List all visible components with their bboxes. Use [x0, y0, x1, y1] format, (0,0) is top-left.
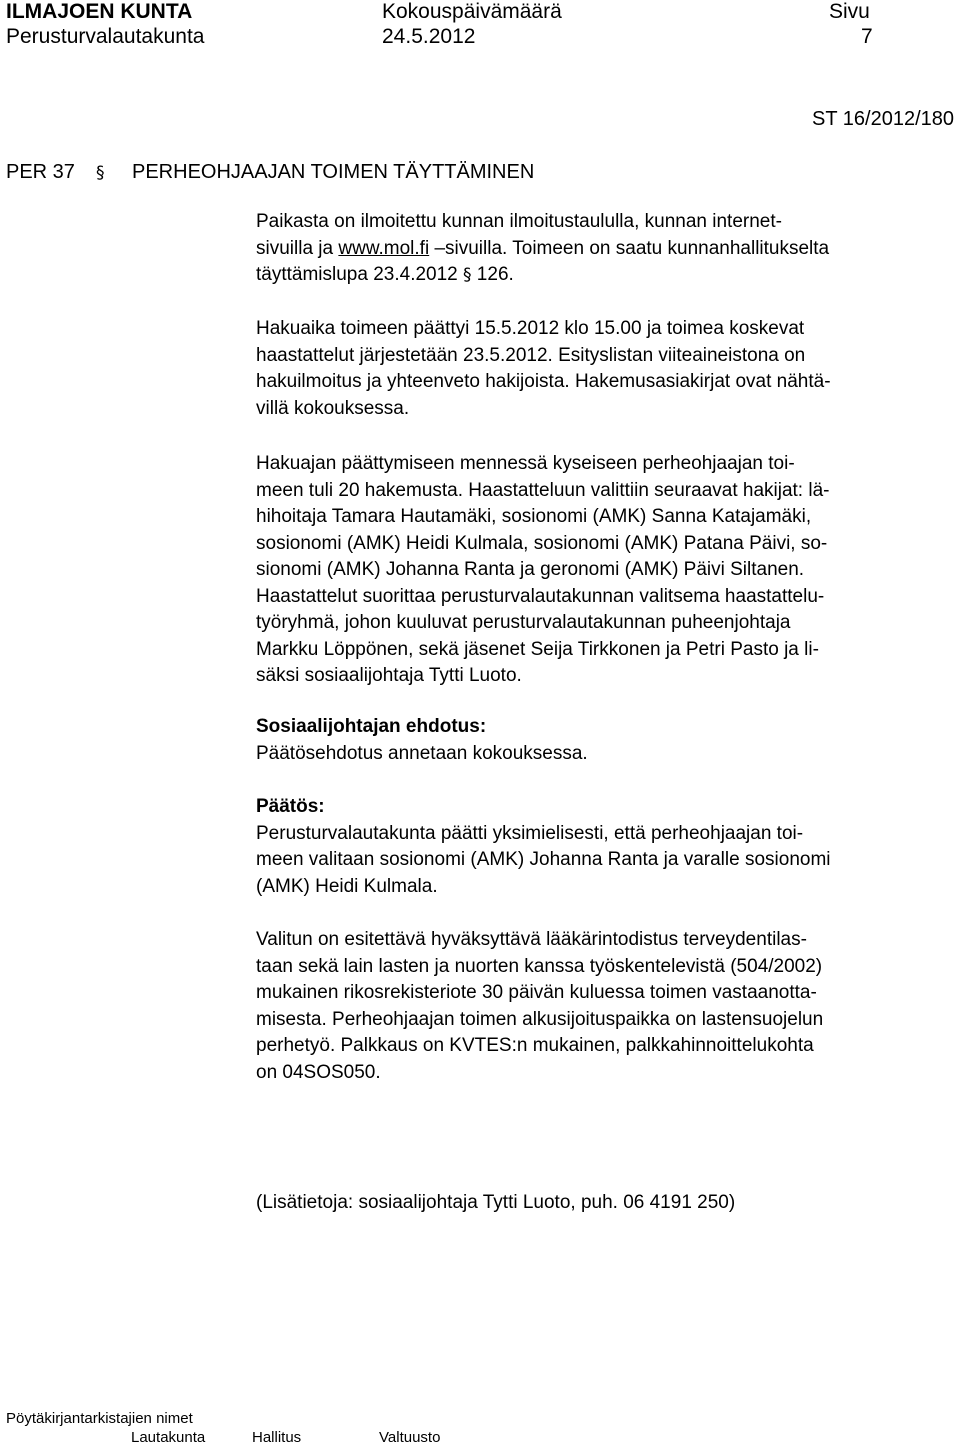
decision-heading: Päätös:	[256, 796, 325, 817]
text-line: meen tuli 20 hakemusta. Haastatteluun valittiin seuraavat hakijat: lä-	[256, 479, 830, 501]
text-line: Paikasta on ilmoitettu kunnan ilmoitustaululla, kunnan internet-	[256, 211, 782, 232]
section-sign-icon: §	[463, 265, 472, 285]
section-number: PER 37	[6, 161, 75, 183]
document-reference: ST 16/2012/180	[812, 108, 954, 130]
text-line: (AMK) Heidi Kulmala.	[256, 875, 438, 897]
section-symbol	[96, 160, 105, 185]
proposal-block	[256, 714, 588, 767]
text-line: säksi sosiaalijohtaja Tytti Luoto.	[256, 665, 522, 686]
text-line: taan sekä lain lasten ja nuorten kanssa työskentelevistä (504/2002)	[256, 955, 823, 977]
proposal-text: Päätösehdotus annetaan kokouksessa.	[256, 742, 588, 764]
date-label: Kokouspäivämäärä	[382, 0, 562, 23]
text-line: (Lisätietoja: sosiaalijohtaja Tytti Luoto, puh. 06 4191 250)	[256, 1192, 736, 1213]
footer-hallitus: Hallitus	[252, 1429, 302, 1446]
paragraph-announcement	[256, 209, 829, 289]
text-line: työryhmä, johon kuuluvat perusturvalautakunnan puheenjohtaja	[256, 612, 791, 633]
board-name: Perusturvalautakunta	[6, 25, 205, 48]
page-number: 7	[861, 25, 873, 48]
footer-title: Pöytäkirjantarkistajien nimet	[6, 1410, 193, 1427]
text-line: perhetyö. Palkkaus on KVTES:n mukainen, palkkahinnoittelukohta	[256, 1035, 814, 1056]
text-line: Haastattelut suorittaa perusturvalautakunnan valitsema haastattelu-	[256, 585, 825, 607]
text-line: meen valitaan sosionomi (AMK) Johanna Ranta ja varalle sosionomi	[256, 849, 831, 870]
text-line: Valitun on esitettävä hyväksyttävä lääkärintodistus terveydentilas-	[256, 929, 807, 950]
contact-info	[256, 1190, 735, 1217]
text-line: Hakuajan päättymiseen mennessä kyseiseen perheohjaajan toi-	[256, 453, 795, 474]
section-title: PERHEOHJAAJAN TOIMEN TÄYTTÄMINEN	[132, 161, 535, 183]
section-sign-icon: §	[96, 163, 105, 183]
text-line: misesta. Perheohjaajan toimen alkusijoituspaikka on lastensuojelun	[256, 1008, 824, 1030]
text-line: sivuilla ja www.mol.fi –sivuilla. Toimeen on saatu kunnanhallitukselta	[256, 237, 830, 259]
text-line: hihoitaja Tamara Hautamäki, sosionomi (AMK) Sanna Katajamäki,	[256, 506, 812, 527]
mol-fi-link[interactable]: www.mol.fi	[338, 237, 430, 259]
footer-lautakunta: Lautakunta	[131, 1429, 206, 1446]
text-line: on 04SOS050.	[256, 1061, 381, 1083]
proposal-heading: Sosiaalijohtajan ehdotus:	[256, 716, 487, 737]
paragraph-applicants	[256, 451, 829, 690]
org-name: ILMAJOEN KUNTA	[6, 0, 193, 23]
text-line: Hakuaika toimeen päättyi 15.5.2012 klo 15.00 ja toimea koskevat	[256, 318, 805, 339]
text-line: mukainen rikosrekisteriote 30 päivän kuluessa toimen vastaanotta-	[256, 982, 817, 1003]
text-line: villä kokouksessa.	[256, 397, 410, 419]
text-line: hakuilmoitus ja yhteenveto hakijoista. Hakemusasiakirjat ovat nähtä-	[256, 371, 831, 392]
meeting-date: 24.5.2012	[382, 25, 476, 48]
text-line: haastattelut järjestetään 23.5.2012. Esityslistan viiteaineistona on	[256, 344, 806, 366]
text-line: Perusturvalautakunta päätti yksimielisesti, että perheohjaajan toi-	[256, 822, 804, 844]
text-line: täyttämislupa 23.4.2012 § 126.	[256, 262, 829, 289]
paragraph-application-period	[256, 316, 831, 422]
decision-block	[256, 794, 831, 900]
text-line: Markku Löppönen, sekä jäsenet Seija Tirkkonen ja Petri Pasto ja li-	[256, 638, 819, 660]
text-line: sionomi (AMK) Johanna Ranta ja geronomi (AMK) Päivi Siltanen.	[256, 559, 805, 580]
paragraph-conditions	[256, 927, 823, 1086]
page-label: Sivu	[829, 0, 870, 23]
footer-valtuusto: Valtuusto	[379, 1429, 441, 1446]
text-line: sosionomi (AMK) Heidi Kulmala, sosionomi (AMK) Patana Päivi, so-	[256, 532, 828, 554]
